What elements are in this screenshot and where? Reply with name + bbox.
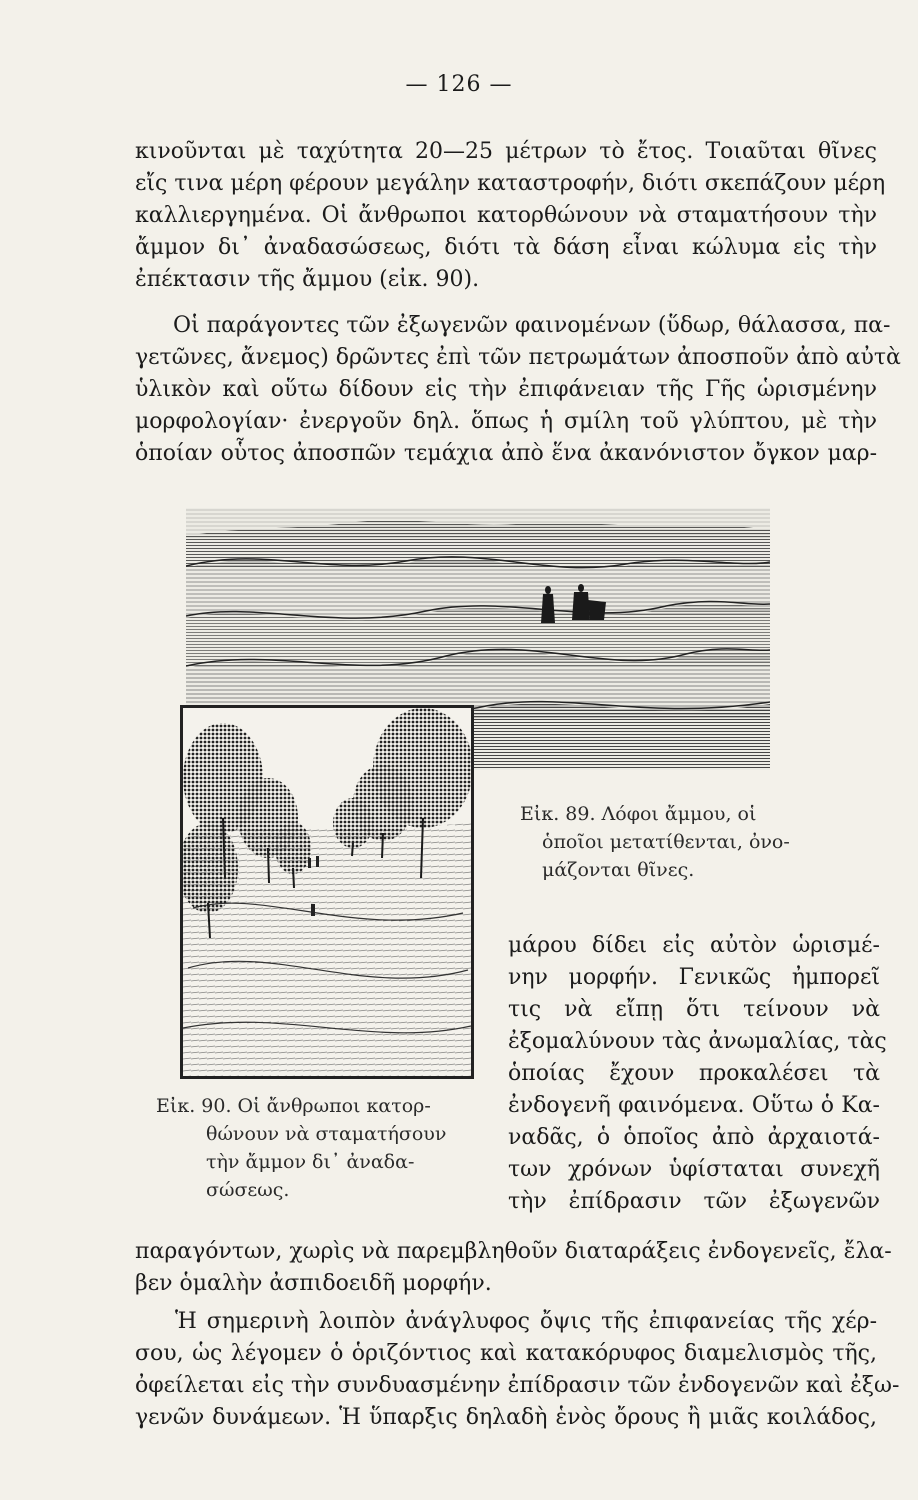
text-line: γετῶνες, ἄνεμος) δρῶντες ἐπὶ τῶν πετρωμάτων ἀποσποῦν ἀπὸ αὐτὰ (135, 345, 901, 370)
text-line: βεν ὁμαλὴν ἀσπιδοειδῆ μορφήν. (135, 1271, 492, 1296)
text-line: τις νὰ εἴπῃ ὅτι τείνουν νὰ (508, 997, 880, 1022)
caption-line: ὁποῖοι μετατίθενται, ὀνο- (542, 831, 790, 853)
text-line: ὑλικὸν καὶ οὕτω δίδουν εἰς τὴν ἐπιφάνειαν τῆς Γῆς ὡρισμένην (135, 377, 877, 402)
text-line: ναδᾶς, ὁ ὁποῖος ἀπὸ ἀρχαιοτά- (508, 1125, 880, 1150)
figure-90-caption (156, 1092, 486, 1204)
paragraph-3 (135, 1306, 900, 1434)
text-line: καλλιεργημένα. Οἱ ἄνθρωποι κατορθώνουν νὰ σταματήσουν τὴν (135, 203, 877, 228)
text-line: ἐπέκτασιν τῆς ἄμμου (εἰκ. 90). (135, 267, 480, 292)
paragraph-1 (135, 136, 886, 296)
text-line: παραγόντων, χωρὶς νὰ παρεμβληθοῦν διαταράξεις ἐνδογενεῖς, ἔλα- (135, 1239, 892, 1264)
caption-line: Εἰκ. 89. Λόφοι ἄμμου, οἱ (520, 803, 757, 825)
text-line: ἄμμον δι᾽ ἀναδασώσεως, διότι τὰ δάση εἶναι κώλυμα εἰς τὴν (135, 235, 877, 260)
continuation-text (135, 1236, 892, 1300)
text-line: νην μορφήν. Γενικῶς ἠμπορεῖ (508, 965, 880, 990)
text-line: γενῶν δυνάμεων. Ἡ ὕπαρξις δηλαδὴ ἑνὸς ὄρους ἢ μιᾶς κοιλάδος, (135, 1405, 877, 1430)
text-line: τὴν ἐπίδρασιν τῶν ἐξωγενῶν (508, 1189, 880, 1214)
text-line: ἐνδογενῆ φαινόμενα. Οὕτω ὁ Κα- (508, 1093, 880, 1118)
figure-90-afforestation (180, 705, 474, 1079)
text-line: εἴς τινα μέρη φέρουν μεγάλην καταστροφήν, διότι σκεπάζουν μέρη (135, 171, 886, 196)
text-line: Οἱ παράγοντες τῶν ἐξωγενῶν φαινομένων (ὕδωρ, θάλασσα, πα- (173, 313, 891, 338)
caption-line: σώσεως. (206, 1179, 290, 1201)
text-line: ὀφείλεται εἰς τὴν συνδυασμένην ἐπίδρασιν τῶν ἐνδογενῶν καὶ ἐξω- (135, 1373, 900, 1398)
text-line: ἐξομαλύνουν τὰς ἀνωμαλίας, τὰς (508, 1029, 887, 1054)
caption-line: θώνουν νὰ σταματήσουν (206, 1123, 447, 1145)
text-line: σου, ὡς λέγομεν ὁ ὁριζόντιος καὶ κατακόρυφος διαμελισμὸς τῆς, (135, 1341, 877, 1366)
text-line: κινοῦνται μὲ ταχύτητα 20—25 μέτρων τὸ ἔτος. Τοιαῦται θῖνες (135, 139, 877, 164)
text-line: ὁποίαν οὗτος ἀποσπῶν τεμάχια ἀπὸ ἕνα ἀκανόνιστον ὄγκον μαρ- (135, 441, 877, 466)
page-number: — 126 — (405, 72, 513, 97)
text-line: των χρόνων ὑφίσταται συνεχῆ (508, 1157, 880, 1182)
paragraph-2 (135, 310, 901, 470)
caption-line: Εἰκ. 90. Οἱ ἄνθρωποι κατορ- (156, 1095, 431, 1117)
caption-line: μάζονται θῖνες. (542, 859, 695, 881)
text-line: μάρου δίδει εἰς αὐτὸν ὡρισμέ- (508, 933, 880, 958)
text-line: Ἡ σημερινὴ λοιπὸν ἀνάγλυφος ὄψις τῆς ἐπιφανείας τῆς χέρ- (175, 1309, 877, 1334)
text-line: μορφολογίαν· ἐνεργοῦν δηλ. ὅπως ἡ σμίλη τοῦ γλύπτου, μὲ τὴν (135, 409, 877, 434)
right-column-text (508, 930, 887, 1218)
text-line: ὁποίας ἔχουν προκαλέσει τὰ (508, 1061, 880, 1086)
caption-line: τὴν ἄμμον δι᾽ ἀναδα- (206, 1151, 415, 1173)
figure-89-caption (520, 800, 880, 884)
